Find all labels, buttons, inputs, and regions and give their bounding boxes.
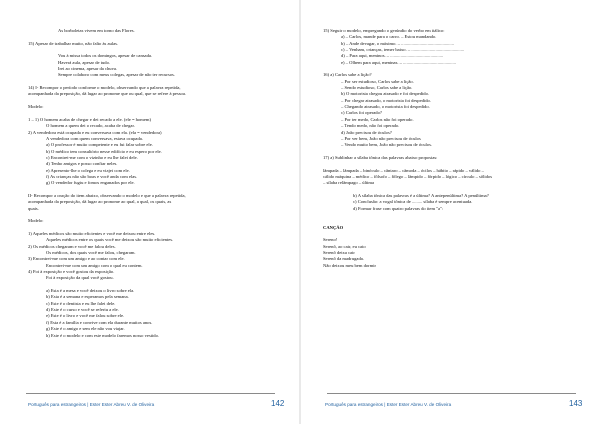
text-line: a) O professor é muito competente e eu fui falar sobre ele. (46, 142, 153, 148)
text-line: Não deixou meu bem dormir (323, 262, 377, 268)
text-line: 15) Seguir o modelo, empregando o gerúndio do verbo em itálico: (323, 28, 445, 33)
text-line: 1 – 1) O homem acaba de chegar e dei recado a ele. (ele = homem) (28, 116, 151, 122)
text-line: Serenô, ao cair, eu caio (323, 243, 366, 249)
page-number: 142 (271, 399, 285, 408)
text-line: b) – Ande devagar, o máximo. – .............................................. (341, 40, 454, 46)
text-line: d) Formar frase com quatro palavras do item "a": (353, 205, 444, 211)
text-line: c) Encontrei-me com o vizinho e eu lhe falei dele. (46, 154, 138, 160)
text-line: h) Este é o modelo e com este modelo faremos nosso vestido. (46, 332, 160, 338)
text-line: – Por ver bem, João não precisou de óculos (341, 135, 421, 141)
text-line: 17) a) Sublinhar a sílaba tônica das palavras abaixo propostas: (323, 154, 438, 160)
text-line: b) O médico tem consultório nesse edifício e eu espero por ele. (46, 148, 162, 154)
text-line: f) As crianças não são boas e você anda com elas. (46, 173, 138, 179)
text-line: f) Esta é a família e convive com ela durante muitos anos. (46, 319, 153, 325)
text-line: 16) a) Carlos sabe a lição? (323, 72, 372, 78)
text-line: 15) Apesar de trabalhar muito, não falto às aulas. (28, 40, 119, 46)
left-page-text (28, 28, 286, 339)
text-line: 2) Os médicos chegaram e você me falou deles. (28, 243, 116, 249)
text-line: – Sendo estudioso, Carlos sabe a lição. (341, 85, 413, 91)
text-line: acompanhada da preposição, dá lugar ao pronome ao qual, a qual, os quais, as (28, 199, 172, 205)
text-line: Modelo: (28, 104, 44, 110)
right-page-text (323, 28, 585, 269)
text-line: O homem a quem dei o recado, acaba de chegar. (46, 123, 135, 129)
text-line: 4) Foi à exposição e você gostou da exposição. (28, 269, 115, 275)
text-line: c) Carlos foi operado? (341, 110, 382, 116)
text-line: Vou à missa todos os domingos, apesar de cansada. (58, 53, 153, 59)
text-line: b) Esta é a semana e esperamos pela semana. (46, 294, 129, 300)
text-line: II- Recompor a oração do item abaixo, observando o modelo e que a palavra repetida, (28, 192, 186, 198)
text-line: – Vendo muito bem, João não precisou de óculos. (341, 142, 433, 148)
text-line: CANÇÃO (323, 224, 344, 230)
text-line: – Tendo medo, não foi operado. (341, 123, 400, 129)
footer-text: Português para estrangeiros | Ester Ester Abreu V. de Oliveira (325, 402, 452, 407)
text-line: As borboletas vivem em torno das Flores. (58, 28, 135, 33)
text-line: Encontrei-me com um amigo com o qual eu contem. (46, 262, 143, 268)
text-line: c) Conclusão: a vogal tônica de ......... sílaba é sempre acentuada. (353, 199, 473, 205)
right-page (301, 0, 600, 424)
text-line: b) A sílaba tônica das palavras é a última? A antepenúltima? A penúltima? (353, 192, 489, 198)
text-line: acompanhada da preposição, dá lugar ao pronome que ou qual, que se refere à pessoa. (28, 91, 187, 97)
text-line: Serenô da madrugada. (323, 256, 364, 262)
text-line: d) João precisou de óculos? (341, 129, 392, 135)
text-line: – Por chegar atrasado, o motorista foi despedido. (341, 97, 431, 103)
footer-text: Português para estrangeiros | Ester Ester Abreu V. de Oliveira (28, 402, 155, 407)
text-line: e) Apresento-lhe o colega e eu viajei com ele. (46, 167, 130, 173)
text-line: d) – Para aqui, meninos. – .............................................. (341, 53, 444, 59)
text-line: g) O vendedor fugiu e fomos enganados por ele. (46, 180, 135, 186)
text-line: d) Este é o curso e você se referiu a ele. (46, 307, 119, 313)
footer-rule (327, 393, 576, 394)
text-line: – Por ser estudioso, Carlos sabe a lição. (341, 78, 414, 84)
text-line: d) Tenho amigos e posso confiar neles. (46, 161, 118, 167)
left-page (0, 0, 299, 424)
text-line: Irei ao cinema, apesar da chuva. (58, 66, 118, 72)
footer-rule (26, 393, 275, 394)
text-line: g) Este é o amigo e sem ele não vou viajar. (46, 326, 125, 332)
page-number: 143 (569, 399, 583, 408)
text-line: c) – Venham, crianças, temer baixo. – .............................................. (341, 47, 465, 53)
text-line: – Chegando atrasado, o motorista foi despedido. (341, 104, 430, 110)
text-line: cálido máquina – médico – fôlsofo – fôlego – lâmpido – fôrpido – lógico – círculo – sôlidos (323, 173, 493, 179)
text-line: 14) I- Recompor o período conforme o modelo, observando que a palavra repetida, (28, 85, 181, 91)
text-line: 1) Aqueles médicos são muito eficientes e você me deixou entre eles. (28, 231, 156, 236)
text-line: – sílaba relâmpago – última (323, 180, 375, 186)
text-line: Sereno! (323, 237, 338, 243)
text-line: a) Esta é a mesa e você deixou o livro sobre ela. (46, 288, 135, 294)
text-line: – Por ter medo, Carlos não foi operado. (341, 116, 414, 122)
text-line: A vendedora com quem conversava, estava ocupada. (46, 135, 143, 141)
left-page-footer (0, 393, 299, 413)
text-line: Sempre colaboro com meus colegas, apesar de não ter recursos. (58, 72, 175, 78)
text-line: e) – Olhem para aqui, meninas. – .............................................. (341, 59, 456, 65)
text-line: 2) A vendedora está ocupada e eu conversava com ela. (ela = vendedora) (28, 129, 162, 135)
text-line: e) Este é o livro e você me falou sobre ele. (46, 313, 125, 319)
text-line: Haverá aula, apesar de tudo. (58, 59, 111, 65)
right-page-footer (301, 393, 600, 413)
text-line: lâmpada – lâmpada – binóculo – cântaro – câmoda – ócilos – hábito – rápido – válido – (323, 167, 484, 173)
text-line: Aqueles médicos entre os quais você me deixou são muito eficientes. (46, 237, 174, 243)
text-line: b) O motorista chegou atrasado e foi despedido. (341, 91, 430, 97)
text-line: quais. (28, 205, 39, 211)
text-line: Modelo: (28, 218, 44, 224)
text-line: Foi à exposição da qual você gostou. (46, 275, 114, 281)
text-line: a) – Carlos, mande para o carro. – Estou mandando. (341, 34, 437, 40)
text-line: c) Este é o dentista e eu lhe falei dele. (46, 300, 116, 306)
text-line: Os médicos, dos quais você me falou, chegaram. (46, 250, 136, 256)
text-line: Serenô deixa cair (323, 250, 355, 256)
text-line: 3) Encontrei-me com um amigo e ao contar com ele. (28, 256, 125, 262)
